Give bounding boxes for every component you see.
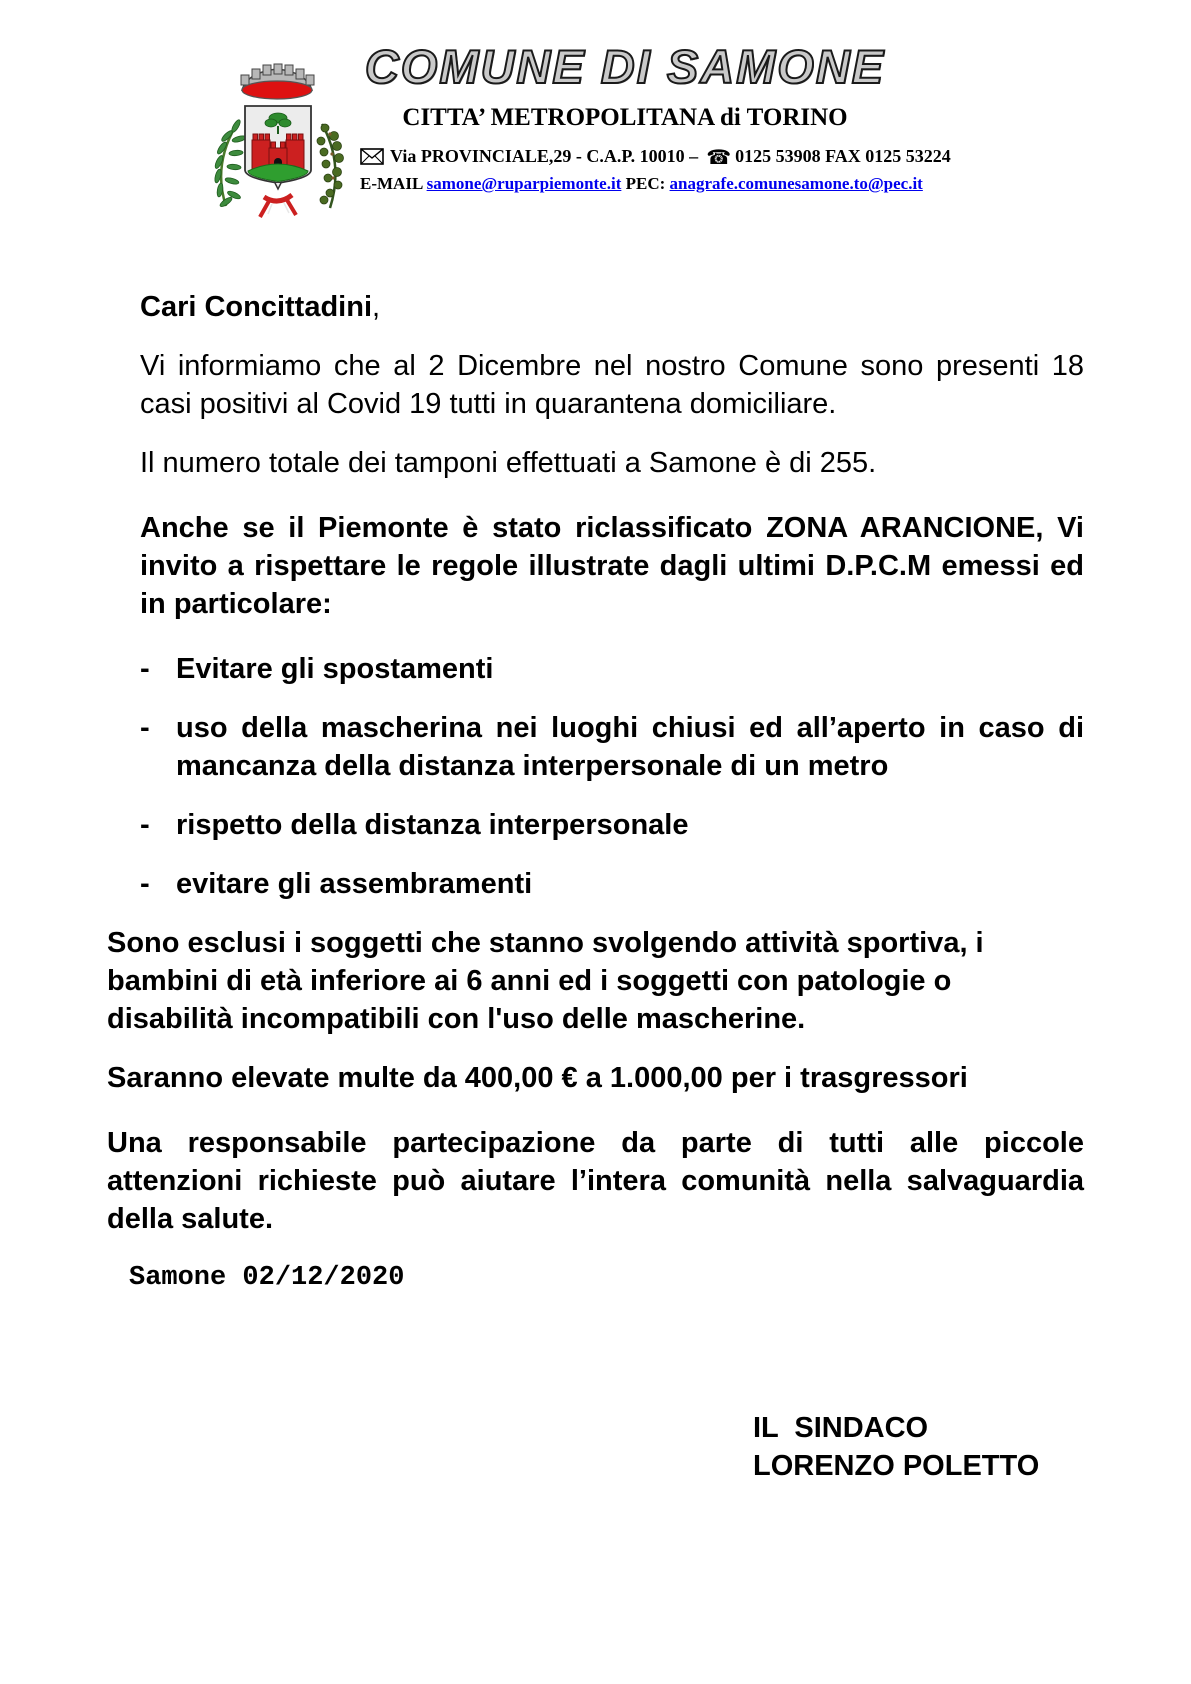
salutation <box>140 288 1084 326</box>
rule-avoid-travel: Evitare gli spostamenti <box>176 653 494 685</box>
rule-mask-use: uso della mascherina nei luoghi chiusi ed all’aperto in caso di mancanza della distanza interpersonale di un metro <box>176 712 1084 782</box>
envelope-icon <box>360 148 384 171</box>
phone-fax-numbers: 0125 53908 FAX 0125 53224 <box>735 145 951 166</box>
metropolitan-subtitle: CITTA’ METROPOLITANA di TORINO <box>402 104 848 132</box>
email-link[interactable]: samone@ruparpiemonte.it <box>426 174 622 194</box>
letterhead-text <box>360 40 951 195</box>
street-address: Via PROVINCIALE,29 - C.A.P. 10010 – <box>390 145 699 166</box>
bullet-dash: - <box>140 868 150 900</box>
signature-name: LORENZO POLETTO <box>753 1450 1040 1482</box>
email-label: E-MAIL <box>360 174 423 194</box>
dateline: Samone 02/12/2020 <box>129 1263 405 1293</box>
pec-link[interactable]: anagrafe.comunesamone.to@pec.it <box>669 174 923 194</box>
bullet-dash: - <box>140 712 150 744</box>
phone-icon: ☎ <box>706 144 732 169</box>
paragraph-swabs: Il numero totale dei tamponi effettuati a Samone è di 255. <box>140 447 877 479</box>
coat-of-arms-graphic <box>186 44 366 234</box>
letter-body <box>107 288 1084 1485</box>
bullet-dash: - <box>140 653 150 685</box>
municipality-title: COMUNE DI SAMONE <box>364 40 886 93</box>
salutation-text: Cari Concittadini <box>140 291 373 323</box>
rule-distance: rispetto della distanza interpersonale <box>176 809 689 841</box>
paragraph-orange-zone: Anche se il Piemonte è stato riclassificato ZONA ARANCIONE, Vi invito a rispettare le regole illustrate dagli ultimi D.P.C.M emessi ed in particolare: <box>140 512 1084 620</box>
address-line <box>360 144 951 171</box>
bullet-dash: - <box>140 809 150 841</box>
paragraph-exclusions: Sono esclusi i soggetti che stanno svolgendo attività sportiva, i bambini di età inferiore ai 6 anni ed i soggetti con patologie o disabilità incompatibili con l'uso delle mascherine. <box>107 927 984 1035</box>
coat-of-arms <box>186 44 366 234</box>
list-item <box>140 865 1084 903</box>
salutation-comma: , <box>372 291 381 323</box>
signature-block <box>753 1409 1084 1485</box>
letterhead <box>0 42 1191 238</box>
paragraph-cases: Vi informiamo che al 2 Dicembre nel nostro Comune sono presenti 18 casi positivi al Covid 19 tutti in quarantena domiciliare. <box>140 350 1084 420</box>
signature-title: IL SINDACO <box>753 1412 929 1444</box>
list-item <box>140 650 1084 688</box>
rules-list <box>140 650 1084 903</box>
list-item <box>140 709 1084 785</box>
paragraph-appeal: Una responsabile partecipazione da parte di tutti alle piccole attenzioni richieste può aiutare l’intera comunità nella salvaguardia della salute. <box>107 1127 1084 1235</box>
rule-gatherings: evitare gli assembramenti <box>176 868 533 900</box>
email-line <box>360 174 923 194</box>
list-item <box>140 806 1084 844</box>
pec-label: PEC: <box>625 174 666 194</box>
paragraph-fines: Saranno elevate multe da 400,00 € a 1.000,00 per i trasgressori <box>107 1062 968 1094</box>
